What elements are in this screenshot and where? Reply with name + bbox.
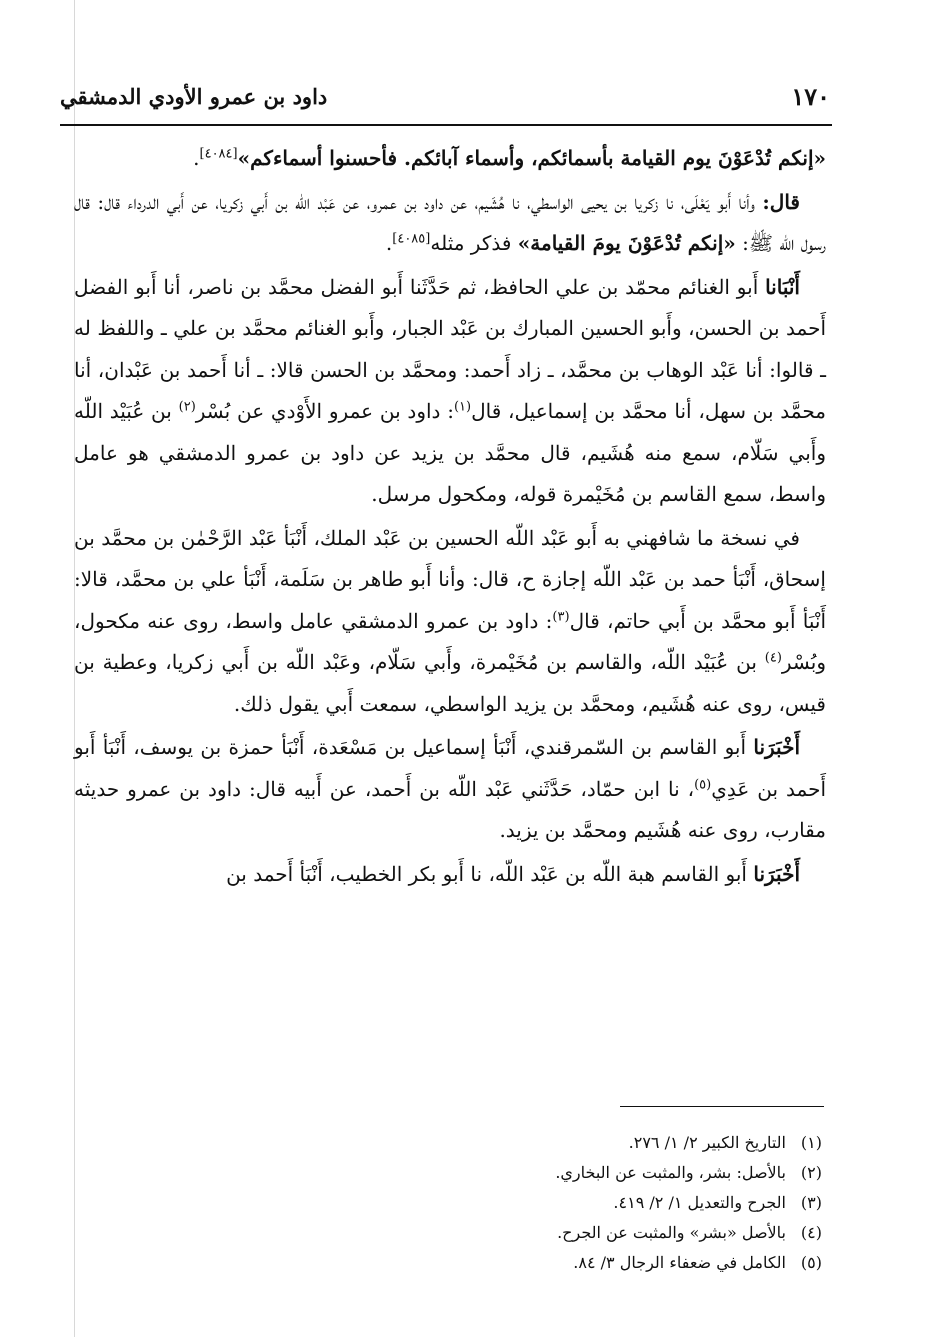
footnote-text: التاريخ الكبير ٢/ ١/ ٢٧٦. xyxy=(628,1133,786,1152)
text-run: أَبو الغنائم محمّد بن علي الحافظ، ثم حَدَّثَنا أَبو الفضل محمَّد بن ناصر، أنا أَبو الفضل أَحمد بن الحسن، وأَبو الحسين المبارك بن عَبْد الجبار، وأَبو الغنائم محمَّد بن علي ـ واللفظ له ـ قالوا: أنا عَبْد الوهاب بن محمَّد، ـ زاد أَحمد: ومحمَّد بن الحسن قالا: ـ أنا أَحمد بن عَبْدان، أنا محمَّد بن سهل، أنا محمَّد بن إسماعيل، قال xyxy=(74,274,826,423)
bold-text: «إنكم تُدْعَوْنَ يوم القيامة بأسمائكم، وأسماء آبائكم. فأحسنوا أسماءكم» xyxy=(237,146,826,170)
reference-marker: [٤٠٨٥] xyxy=(392,231,431,247)
text-run: وأنا أَبو يَعْلَى، نا زكريا بن يحيى الواسطي، نا هُشَيم، عن داود بن عمرو، عن عَبْد اللّه بن أَبي زكريا، عن أَبي الدرداء قال: قال رسول الله ﷺ: xyxy=(74,189,826,255)
text-run: : داود بن عمرو الدمشقي عامل واسط، روى عنه مكحول، وبُسْر xyxy=(74,608,826,674)
footnote-number: (١) xyxy=(800,1133,822,1152)
reference-marker: (٢) xyxy=(178,399,196,415)
footnote xyxy=(470,1128,822,1158)
text-run: ، نا ابن حمّاد، حَدَّثَني عَبْد اللّه بن أَحمد، عن أَبيه قال: داود بن عمرو حديثه مقارب، روى عنه هُشَيم ومحمَّد بن يزيد. xyxy=(74,776,826,842)
footnote-text: الجرح والتعديل ١/ ٢/ ٤١٩. xyxy=(613,1193,786,1212)
text-run: : داود بن عمرو الأَوْدي عن بُسْر xyxy=(195,399,454,423)
footnote xyxy=(470,1218,822,1248)
footnote-number: (٣) xyxy=(800,1193,822,1212)
running-title: داود بن عمرو الأودي الدمشقي xyxy=(60,84,328,109)
bold-text: أَخْبَرَنا xyxy=(753,861,800,886)
text-run: . xyxy=(193,146,200,170)
text-run: فذكر مثله xyxy=(430,231,518,255)
text-run: . xyxy=(385,231,393,255)
paragraph xyxy=(74,518,826,726)
paragraph xyxy=(74,727,826,852)
bold-text: قال: xyxy=(762,189,800,214)
footnote-text: بالأصل «بشر» والمثبت عن الجرح. xyxy=(557,1223,786,1242)
footnote-separator xyxy=(620,1106,824,1107)
footnotes xyxy=(470,1128,822,1278)
footnote-text: بالأصل: بشر، والمثبت عن البخاري. xyxy=(555,1163,786,1182)
paragraph xyxy=(74,182,826,265)
paragraph xyxy=(74,854,826,896)
text-run: أَبو القاسم بن السّمرقندي، أَنْبَأ إسماعيل بن مَسْعَدة، أَنْبَأ حمزة بن يوسف، أَنْبَأ أَبو أَحمد بن عَدِي xyxy=(74,735,826,801)
footnote-number: (٤) xyxy=(800,1223,822,1242)
reference-marker: (٣) xyxy=(552,608,570,624)
page-header xyxy=(60,76,830,116)
main-text xyxy=(74,138,826,897)
reference-marker: (٥) xyxy=(694,776,712,792)
header-rule xyxy=(60,124,832,126)
paragraph xyxy=(74,138,826,180)
footnote xyxy=(470,1188,822,1218)
reference-marker: (٤) xyxy=(764,650,782,666)
paragraph xyxy=(74,267,826,516)
text-run: في نسخة ما شافهني به أَبو عَبْد اللّه الحسين بن عَبْد الملك، أَنْبَأ عَبْد الرَّحْمٰن بن محمَّد بن إسحاق، أَنْبَأ حمد بن عَبْد اللّه إجازة ح، قال: وأنا أَبو طاهر بن سَلَمة، أَنْبَأ علي بن محمَّد، قالا: أَنْبَأ أَبو محمَّد بن أَبي حاتم، قال xyxy=(74,525,826,633)
text-run: أَبو القاسم هبة اللّه بن عَبْد اللّه، نا أَبو بكر الخطيب، أَنْبَأ أَحمد بن xyxy=(226,861,754,886)
reference-marker: (١) xyxy=(453,399,472,415)
reference-marker: [٤٠٨٤] xyxy=(199,146,238,162)
footnote-number: (٢) xyxy=(800,1163,822,1182)
text-run: بن عُبَيْد اللّه وأَبي سَلّام، سمع منه هُشَيم، قال محمَّد بن يزيد عن داود بن عمرو الدمشقي هو عامل واسط، سمع القاسم بن مُخَيْمرة قوله، ومكحول مرسل. xyxy=(74,399,826,506)
footnote xyxy=(470,1248,822,1278)
bold-text: «إنكم تُدْعَوْنَ يومَ القيامة» xyxy=(517,231,736,255)
footnote-text: الكامل في ضعفاء الرجال ٣/ ٨٤. xyxy=(573,1253,786,1272)
page-number: ١٧٠ xyxy=(791,82,830,111)
footnote xyxy=(470,1158,822,1188)
text-run: بن عُبَيْد اللّه، والقاسم بن مُخَيْمرة، وأَبي سَلّام، وعَبْد اللّه بن أَبي زكريا، وعطية بن قيس، روى عنه هُشَيم، ومحمَّد بن يزيد الواسطي، سمعت أَبي يقول ذلك. xyxy=(74,650,826,716)
bold-text: أَخْبَرَنا xyxy=(753,735,800,759)
footnote-number: (٥) xyxy=(800,1253,822,1272)
bold-text: أَنْبَانا xyxy=(765,274,800,299)
